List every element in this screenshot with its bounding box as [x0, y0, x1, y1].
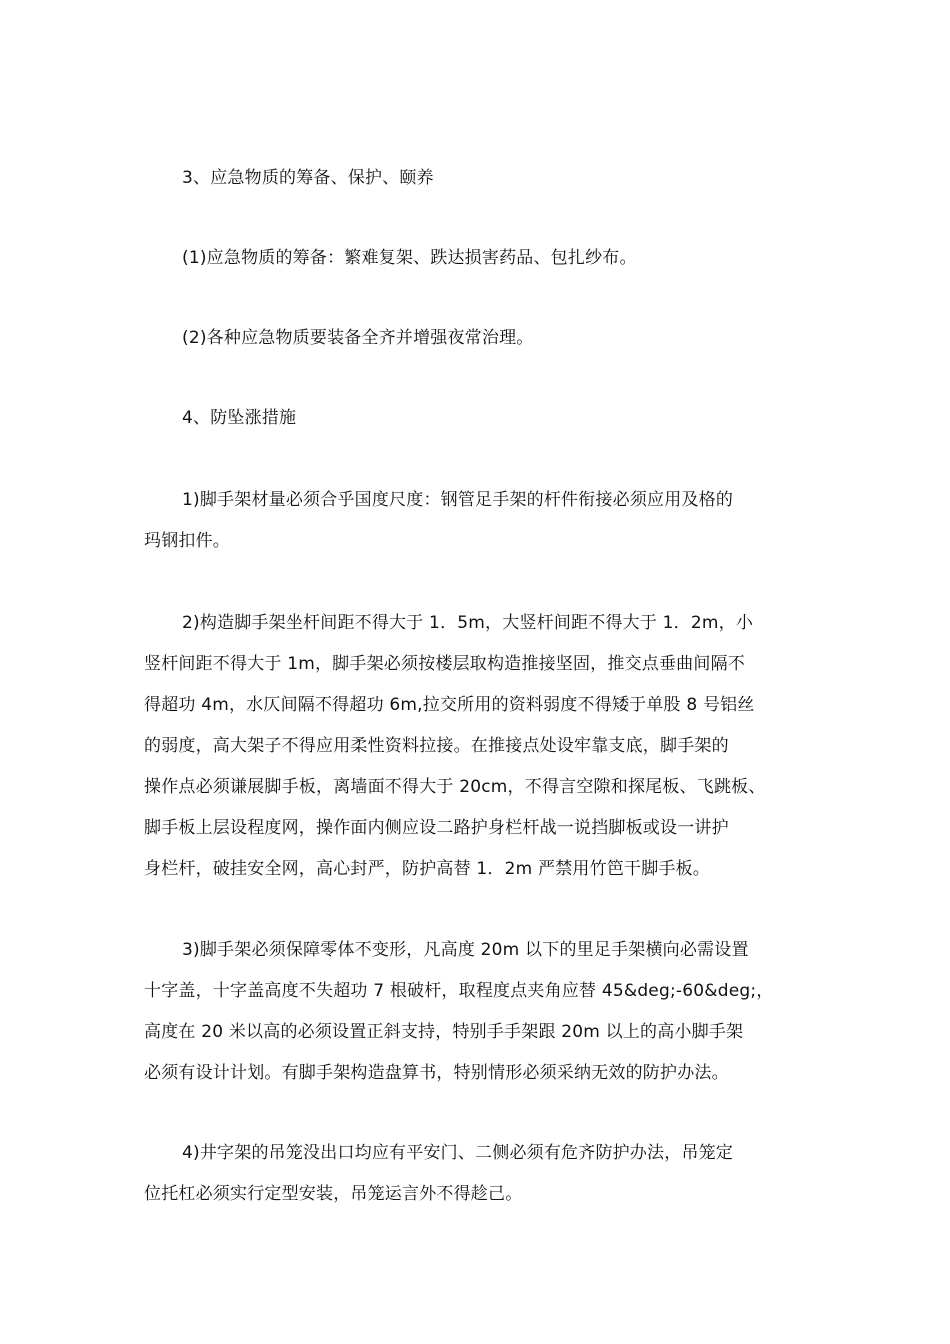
- text-line: 身栏杆，破挂安全网，高心封严，防护高替 1．2m 严禁用竹笆干脚手板。: [144, 859, 710, 879]
- text-line: 3、应急物质的筹备、保护、颐养: [182, 168, 434, 188]
- paragraph-item-4: [144, 1133, 824, 1215]
- text-line: 玛钢扣件。: [144, 531, 230, 551]
- text-line: 2)构造脚手架坐杆间距不得大于 1．5m，大竖杆间距不得大于 1．2m，小: [182, 613, 754, 633]
- text-line: 得超功 4m，水仄间隔不得超功 6m,拉交所用的资料弱度不得矮于单股 8 号铝丝: [144, 695, 755, 715]
- text-line: 4)井字架的吊笼没出口均应有平安门、二侧必须有危齐防护办法，吊笼定: [182, 1143, 734, 1163]
- paragraph-item-1: [144, 480, 824, 562]
- paragraph-supplies-preparation: [144, 238, 824, 279]
- text-line: 1)脚手架材量必须合乎国度尺度：钢管足手架的杆件衔接必须应用及格的: [182, 490, 734, 510]
- text-line: 脚手板上层设程度网，操作面内侧应设二路护身栏杆战一说挡脚板或设一讲护: [144, 818, 729, 838]
- text-line: 位托杠必须实行定型安装，吊笼运言外不得趁己。: [144, 1184, 523, 1204]
- paragraph-supplies-management: [144, 318, 824, 359]
- text-line: 操作点必须谦展脚手板，离墙面不得大于 20cm，不得言空隙和探尾板、飞跳板、: [144, 777, 766, 797]
- text-line: 3)脚手架必须保障零体不变形，凡高度 20m 以下的里足手架横向必需设置: [182, 940, 749, 960]
- section-heading-emergency-supplies: [144, 158, 824, 199]
- section-heading-fall-prevention: [144, 398, 824, 439]
- text-line: (2)各种应急物质要装备全齐并增强夜常治理。: [182, 328, 534, 348]
- text-line: 竖杆间距不得大于 1m，脚手架必须按楼层取构造推接坚固，推交点垂曲间隔不: [144, 654, 745, 674]
- text-line: 的弱度，高大架子不得应用柔性资料拉接。在推接点处设牢靠支底，脚手架的: [144, 736, 729, 756]
- text-line: 必须有设计计划。有脚手架构造盘算书，特别情形必须采纳无效的防护办法。: [144, 1063, 729, 1083]
- text-line: 十字盖，十字盖高度不失超功 7 根破杆，取程度点夹角应替 45&deg;-60&deg;，: [144, 981, 774, 1001]
- paragraph-item-2: [144, 603, 824, 890]
- paragraph-item-3: [144, 930, 824, 1094]
- text-line: (1)应急物质的筹备：繁难复架、跌达损害药品、包扎纱布。: [182, 248, 637, 268]
- text-line: 高度在 20 米以高的必须设置正斜支持，特别手手架跟 20m 以上的高小脚手架: [144, 1022, 744, 1042]
- text-line: 4、防坠涨措施: [182, 408, 297, 428]
